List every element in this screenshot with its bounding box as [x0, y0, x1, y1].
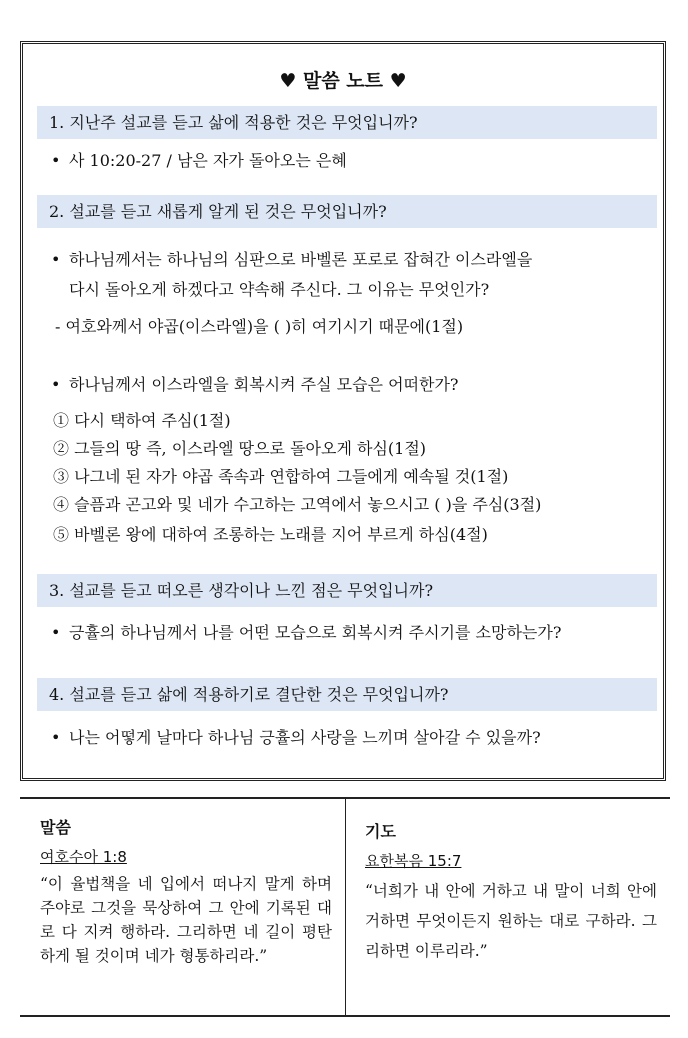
bullet: •	[51, 250, 61, 269]
list-item: ② 그들의 땅 즉, 이스라엘 땅으로 돌아오게 하심(1절)	[53, 439, 427, 458]
word-column	[40, 815, 332, 968]
question-4: 4. 설교를 듣고 삶에 적용하기로 결단한 것은 무엇입니까?	[37, 678, 657, 711]
list-item: ① 다시 택하여 주심(1절)	[53, 411, 231, 430]
word-reference: 여호수아 1:8	[40, 848, 127, 866]
list-item: ③ 나그네 된 자가 야곱 족속과 연합하여 그들에게 예속될 것(1절)	[53, 467, 509, 486]
prayer-verse: “너희가 내 안에 거하고 내 말이 너희 안에 거하면 무엇이든지 원하는 대로 구하라. 그리하면 이루리라.”	[365, 882, 657, 960]
scripture-prayer-section	[20, 797, 670, 1017]
column-divider	[345, 799, 346, 1015]
answer-2-question: • 하나님께서 이스라엘을 회복시켜 주실 모습은 어떠한가?	[51, 375, 459, 394]
prayer-column	[365, 815, 657, 966]
bullet: •	[51, 151, 61, 170]
sermon-note-box	[20, 41, 666, 781]
word-title: 말씀	[40, 818, 71, 837]
word-verse: “이 율법책을 네 입에서 떠나지 말게 하며 주야로 그것을 묵상하여 그 안에 기록된 대로 다 지켜 행하라. 그리하면 네 길이 평탄하게 될 것이며 네가 형통하리라.”	[40, 875, 332, 965]
question-2: 2. 설교를 듣고 새롭게 알게 된 것은 무엇입니까?	[37, 195, 657, 228]
prayer-title: 기도	[365, 822, 396, 841]
list-item: ⑤ 바벨론 왕에 대하여 조롱하는 노래를 지어 부르게 하심(4절)	[53, 525, 488, 544]
answer-2-line2: 다시 돌아오게 하겠다고 약속해 주신다. 그 이유는 무엇인가?	[69, 280, 490, 299]
answer-1: • 사 10:20-27 / 남은 자가 돌아오는 은혜	[51, 151, 347, 170]
answer-2-sub: - 여호와께서 야곱(이스라엘)을 ( )히 여기시기 때문에(1절)	[55, 317, 464, 336]
bullet: •	[51, 375, 61, 394]
list-item: ④ 슬픔과 곤고와 및 네가 수고하는 고역에서 놓으시고 ( )을 주심(3절)	[53, 495, 542, 514]
answer-2-line1: • 하나님께서는 하나님의 심판으로 바벨론 포로로 잡혀간 이스라엘을	[51, 250, 533, 269]
question-1: 1. 지난주 설교를 듣고 삶에 적용한 것은 무엇입니까?	[37, 106, 657, 139]
question-3: 3. 설교를 듣고 떠오른 생각이나 느낀 점은 무엇입니까?	[37, 574, 657, 607]
bullet: •	[51, 728, 61, 747]
answer-3: • 긍휼의 하나님께서 나를 어떤 모습으로 회복시켜 주시기를 소망하는가?	[51, 623, 562, 642]
bullet: •	[51, 623, 61, 642]
note-title: ♥ 말씀 노트 ♥	[279, 70, 407, 92]
answer-4: • 나는 어떻게 날마다 하나님 긍휼의 사랑을 느끼며 살아갈 수 있을까?	[51, 728, 541, 747]
prayer-reference: 요한복음 15:7	[365, 852, 462, 870]
